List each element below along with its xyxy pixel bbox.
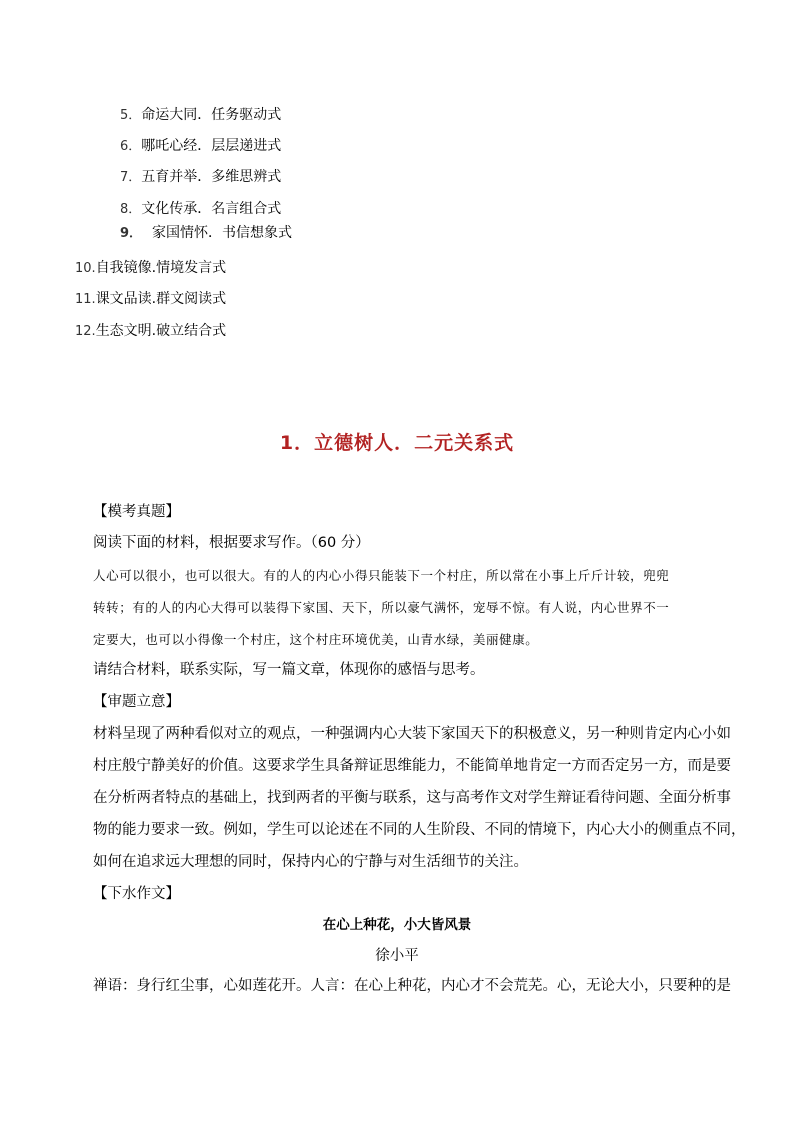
mock-exam-requirement: 请结合材料，联系实际，写一篇文章，体现你的感悟与思考。	[93, 662, 485, 678]
toc-item-11	[75, 290, 226, 309]
essay-first-line: 禅语：身行红尘事，心如莲花开。人言：在心上种花，内心才不会荒芜。心，无论大小，只要种的是	[93, 978, 731, 994]
mock-exam-instruction: 阅读下面的材料，根据要求写作。（60 分）	[93, 535, 370, 551]
toc-item-12	[75, 322, 226, 341]
toc-number: 12.	[75, 324, 96, 339]
analysis-label: 【审题立意】	[93, 694, 180, 710]
material-line-1: 人心可以很小，也可以很大。有的人的内心小得只能装下一个村庄，所以常在小事上斤斤计较，兜兜	[93, 568, 670, 583]
material-line-2: 转转；有的人的内心大得可以装得下家国、天下，所以豪气满怀，宠辱不惊。有人说，内心世界不一	[93, 600, 670, 615]
toc-text: 五育并举．多维思辨式	[141, 169, 282, 185]
toc-text: 文化传承．名言组合式	[141, 201, 282, 217]
section-title: 1．立德树人．二元关系式	[279, 432, 515, 454]
toc-number: 6．	[120, 139, 142, 154]
analysis-line-5: 如何在追求远大理想的同时，保持内心的宁静与对生活细节的关注。	[93, 854, 528, 870]
toc-item-6	[120, 137, 281, 156]
toc-number: 11.	[75, 292, 96, 307]
toc-text: 家国情怀．书信想象式	[152, 225, 293, 241]
toc-number: 7．	[120, 170, 142, 185]
toc-item-7	[120, 168, 281, 187]
toc-item-5	[120, 106, 281, 125]
toc-number: 5．	[120, 108, 142, 123]
analysis-line-3: 在分析两者特点的基础上，找到两者的平衡与联系，这与高考作文对学生辩证看待问题、全面分析事	[93, 790, 731, 806]
analysis-line-4: 物的能力要求一致。例如，学生可以论述在不同的人生阶段、不同的情境下，内心大小的侧重点不同，	[93, 822, 746, 838]
mock-exam-label: 【模考真题】	[93, 504, 180, 520]
toc-item-8	[120, 200, 281, 219]
toc-text: 哪吒心经．层层递进式	[141, 138, 282, 154]
toc-number: 10.	[75, 261, 96, 276]
toc-text: 课文品读.群文阅读式	[95, 291, 227, 307]
toc-number: 8．	[120, 202, 142, 217]
essay-title: 在心上种花，小大皆风景	[322, 917, 472, 933]
toc-text: 命运大同．任务驱动式	[141, 107, 282, 123]
material-line-3: 定要大，也可以小得像一个村庄，这个村庄环境优美，山青水绿，美丽健康。	[93, 632, 539, 647]
analysis-line-1: 材料呈现了两种看似对立的观点，一种强调内心大装下家国天下的积极意义，另一种则肯定内心小如	[93, 726, 731, 742]
essay-author: 徐小平	[375, 948, 419, 964]
essay-label: 【下水作文】	[93, 886, 180, 902]
toc-text: 生态文明.破立结合式	[95, 323, 227, 339]
analysis-line-2: 村庄般宁静美好的价值。这要求学生具备辩证思维能力，不能简单地肯定一方而否定另一方，而是要	[93, 758, 731, 774]
toc-item-10	[75, 259, 226, 278]
toc-number: 9．	[120, 226, 143, 241]
toc-item-9	[120, 224, 292, 243]
toc-text: 自我镜像.情境发言式	[95, 260, 227, 276]
